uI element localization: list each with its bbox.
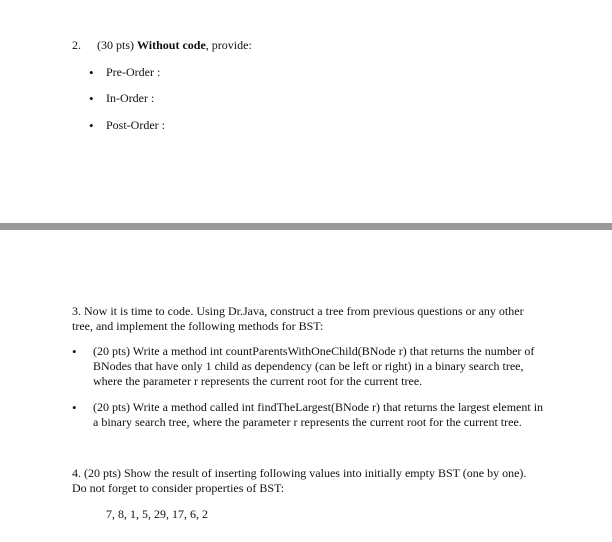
- question-2-heading: [72, 38, 252, 53]
- question-4-values: 7, 8, 1, 5, 29, 17, 6, 2: [106, 507, 208, 521]
- bullet-icon: •: [89, 118, 94, 133]
- question-2-points: (30 pts): [97, 38, 134, 52]
- question-4-intro: 4. (20 pts) Show the result of inserting following values into initially empty BST (one by one). Do not forget to consider properties of BST:: [72, 466, 527, 495]
- bullet-icon: •: [89, 65, 94, 80]
- post-order-item: Post-Order :: [106, 118, 165, 132]
- question-3-intro: 3. Now it is time to code. Using Dr.Java, construct a tree from previous questions or any other tree, and implement the following methods for BST:: [72, 304, 524, 333]
- pre-order-item: Pre-Order :: [106, 65, 161, 79]
- question-3-item-find-largest: (20 pts) Write a method called int findTheLargest(BNode r) that returns the largest element in a binary search tree, where the parameter r represents the current root for the current tree.: [93, 400, 544, 429]
- page-divider: [0, 223, 612, 230]
- question-2-bold-text: Without code: [137, 38, 206, 52]
- question-2-rest: , provide:: [205, 38, 252, 52]
- question-3-item-count-parents: (20 pts) Write a method int countParentsWithOneChild(BNode r) that returns the number of BNodes that have only 1 child as dependency (can be left or right) in a binary search tree, where the parameter r represents the current root for the current tree.: [93, 344, 535, 388]
- bullet-icon: •: [89, 91, 94, 106]
- bullet-icon: •: [72, 400, 77, 415]
- bullet-icon: •: [72, 344, 77, 359]
- question-2-number: 2.: [72, 38, 81, 52]
- in-order-item: In-Order :: [106, 91, 155, 105]
